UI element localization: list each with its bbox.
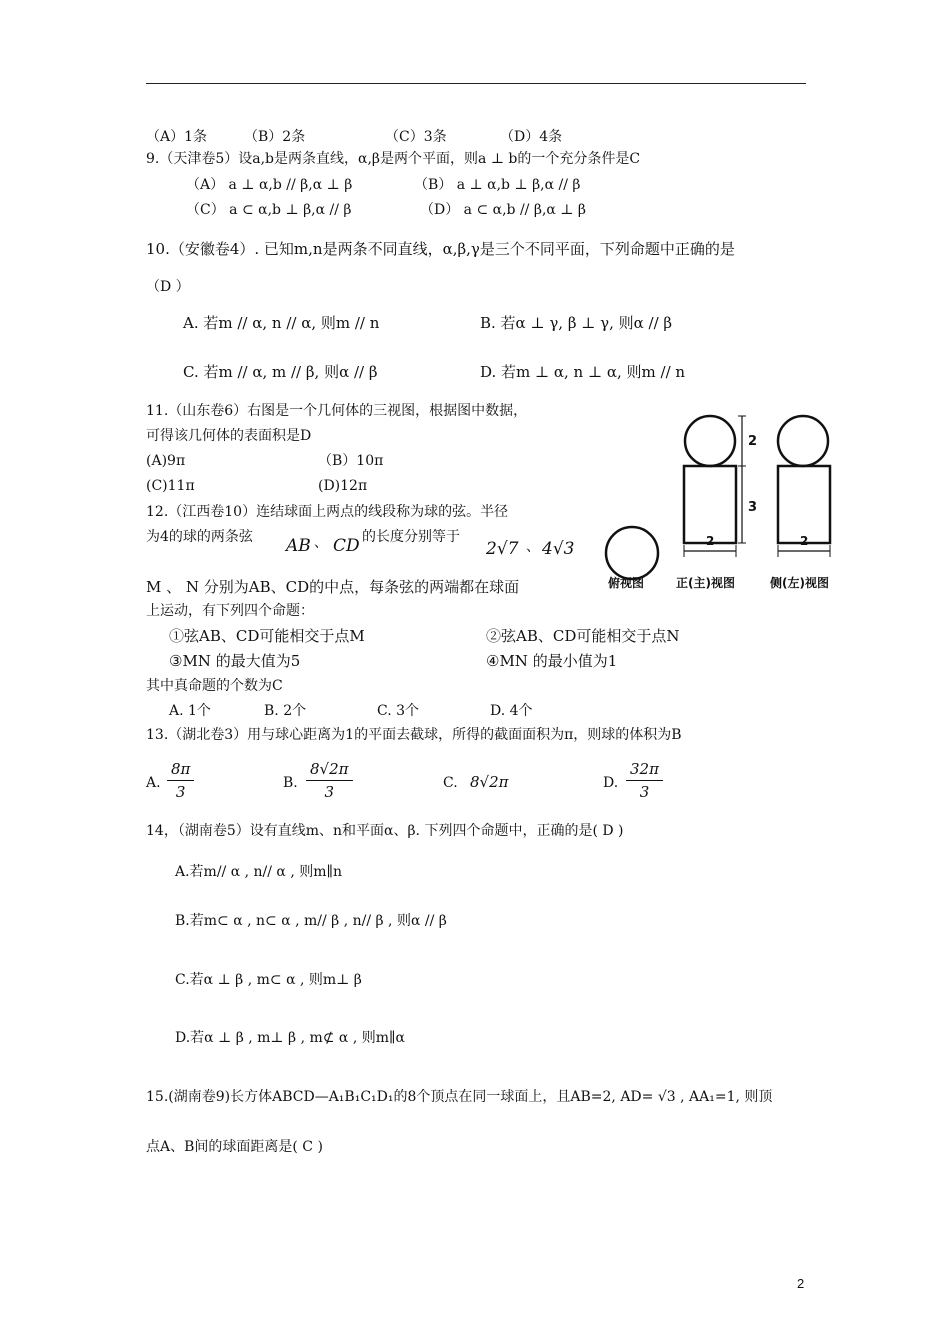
side-view-caption: 侧(左)视图 xyxy=(770,576,829,590)
q9-option-c: （C） a ⊂ α,b ⊥ β,α // β xyxy=(186,202,352,218)
q8-option-d: （D）4条 xyxy=(500,129,563,145)
q13-option-a-denominator: 3 xyxy=(175,783,186,801)
q14-option-a: A.若m// α , n// α , 则m∥n xyxy=(175,864,342,880)
q12-option-b: B. 2个 xyxy=(264,703,307,719)
q15-line2: 点A、B间的球面距离是( C ) xyxy=(146,1139,323,1155)
q15-line1: 15.(湖南卷9)长方体ABCD—A₁B₁C₁D₁的8个顶点在同一球面上，且AB=2, AD= √3 , AA₁=1, 则顶 xyxy=(146,1089,773,1105)
q14-option-d: D.若α ⊥ β , m⊥ β , m⊄ α , 则m∥α xyxy=(175,1030,405,1046)
q12-length-cd: 4√3 xyxy=(542,539,575,559)
q13-option-d-denominator: 3 xyxy=(639,783,650,801)
dimension-side-width: 2 xyxy=(800,534,809,548)
q14-option-c: C.若α ⊥ β , m⊂ α , 则m⊥ β xyxy=(175,972,362,988)
q12-option-d: D. 4个 xyxy=(490,703,533,719)
q14-stem: 14，（湖南卷5）设有直线m、n和平面α、β. 下列四个命题中，正确的是( D ) xyxy=(146,823,624,839)
q12-chord-cd: CD xyxy=(333,536,360,556)
q14-option-b: B.若m⊂ α , n⊂ α , m// β , n// β , 则α // β xyxy=(175,913,447,929)
q8-option-a: （A）1条 xyxy=(146,129,208,145)
q9-option-a: （A） a ⊥ α,b // β,α ⊥ β xyxy=(186,177,353,193)
top-view-caption: 俯视图 xyxy=(608,576,645,590)
q10-answer: （D ） xyxy=(146,279,190,295)
three-view-drawing xyxy=(600,408,840,598)
q11-stem-line1: 11.（山东卷6）右图是一个几何体的三视图，根据图中数据， xyxy=(146,403,528,419)
dimension-front-width: 2 xyxy=(706,534,715,548)
q13-option-a-numerator: 8π xyxy=(167,760,194,781)
q13-option-c-value: 8√2π xyxy=(470,773,509,791)
q9-option-d: （D） a ⊂ α,b // β,α ⊥ β xyxy=(420,202,587,218)
header-rule xyxy=(146,83,806,84)
q12-option-c: C. 3个 xyxy=(377,703,420,719)
q13-option-a-label: A. xyxy=(146,775,161,791)
q12-proposition-2: ②弦AB、CD可能相交于点N xyxy=(486,627,680,645)
q12-line2b: 的长度分别等于 xyxy=(362,529,460,545)
q12-line3: M 、 N 分别为AB、CD的中点，每条弦的两端都在球面 xyxy=(146,578,520,596)
q10-stem: 10.（安徽卷4）. 已知m,n是两条不同直线，α,β,γ是三个不同平面，下列命题中正确的是 xyxy=(146,240,735,258)
q9-stem: 9.（天津卷5）设a,b是两条直线，α,β是两个平面，则a ⊥ b的一个充分条件是C xyxy=(146,151,641,167)
q12-line2a: 为4的球的两条弦 xyxy=(146,529,253,545)
dimension-rect: 3 xyxy=(748,500,758,515)
q12-length-ab: 2√7 xyxy=(486,539,519,559)
q12-chord-ab: AB xyxy=(286,536,311,556)
q11-option-b: （B）10π xyxy=(318,453,384,469)
q10-option-c: C. 若m // α, m // β, 则α // β xyxy=(183,363,378,381)
q13-option-d-label: D. xyxy=(603,775,619,791)
q11-option-a: (A)9π xyxy=(146,453,186,469)
q13-option-a-fraction xyxy=(167,760,194,801)
q13-option-d-fraction xyxy=(626,760,663,801)
q13-option-c-label: C. xyxy=(443,775,458,791)
q11-option-c: (C)11π xyxy=(146,478,195,494)
q11-stem-line2: 可得该几何体的表面积是D xyxy=(146,428,312,444)
q13-option-b-label: B. xyxy=(283,775,298,791)
q12-proposition-3: ③MN 的最大值为5 xyxy=(169,652,301,670)
q13-stem: 13.（湖北卷3）用与球心距离为1的平面去截球，所得的截面面积为π，则球的体积为B xyxy=(146,727,682,743)
q13-option-b-denominator: 3 xyxy=(324,783,335,801)
q10-option-d: D. 若m ⊥ α, n ⊥ α, 则m // n xyxy=(480,363,686,381)
q8-option-b: （B）2条 xyxy=(244,129,306,145)
q12-option-a: A. 1个 xyxy=(169,703,211,719)
q12-proposition-4: ④MN 的最小值为1 xyxy=(486,652,618,670)
q12-line1: 12.（江西卷10）连结球面上两点的线段称为球的弦。半径 xyxy=(146,504,509,520)
q12-proposition-1: ①弦AB、CD可能相交于点M xyxy=(169,627,365,645)
q13-option-d-numerator: 32π xyxy=(626,760,663,781)
q10-option-b: B. 若α ⊥ γ, β ⊥ γ, 则α // β xyxy=(480,314,673,332)
three-view-figure xyxy=(600,408,840,598)
q12-separator-2: 、 xyxy=(526,539,540,555)
q10-option-a: A. 若m // α, n // α, 则m // n xyxy=(183,314,380,332)
q9-option-b: （B） a ⊥ α,b ⊥ β,α // β xyxy=(414,177,581,193)
q12-separator-1: 、 xyxy=(314,535,328,551)
q13-option-b-fraction xyxy=(306,760,353,801)
q12-line4: 上运动，有下列四个命题： xyxy=(146,603,314,619)
dimension-circle: 2 xyxy=(748,434,758,449)
q12-summary: 其中真命题的个数为C xyxy=(146,678,283,694)
q11-option-d: (D)12π xyxy=(318,478,368,494)
q13-option-b-numerator: 8√2π xyxy=(306,760,353,781)
page-number: 2 xyxy=(797,1276,805,1291)
q8-option-c: （C）3条 xyxy=(385,129,447,145)
front-view-caption: 正(主)视图 xyxy=(676,576,735,590)
